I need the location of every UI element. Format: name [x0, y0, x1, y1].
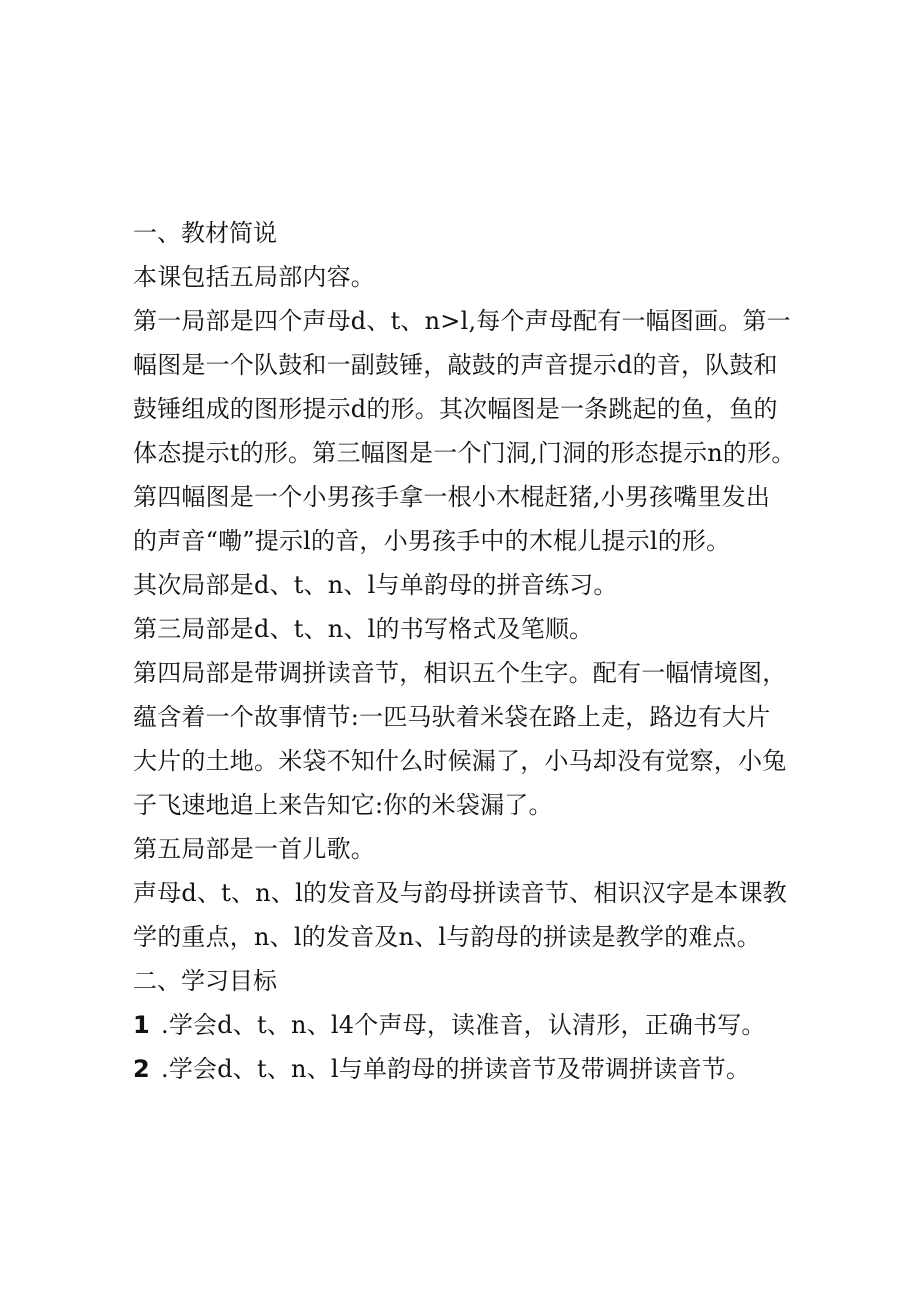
paragraph-line: 蕴含着一个故事情节:一匹马驮着米袋在路上走，路边有大片: [133, 703, 771, 731]
paragraph-part-three: 第三局部是d、t、n、l的书写格式及笔顺。: [133, 615, 594, 643]
paragraph-line: 幅图是一个队鼓和一副鼓锤，敲鼓的声音提示d的音，队鼓和: [133, 351, 778, 379]
paragraph-line: 鼓锤组成的图形提示d的形。其次幅图是一条跳起的鱼，鱼的: [133, 395, 778, 423]
goal-item: [133, 1047, 795, 1091]
paragraph-part-five: 第五局部是一首儿歌。: [133, 835, 375, 863]
section-2-title: 二、学习目标: [133, 967, 277, 995]
paragraph-line: 学的重点，n、l的发音及n、l与韵母的拼读是教学的难点。: [133, 923, 761, 951]
paragraph-part-two: 其次局部是d、t、n、l与单韵母的拼音练习。: [133, 571, 618, 599]
goal-number: 1: [133, 1011, 150, 1039]
document-page: [133, 211, 795, 1091]
paragraph-intro: 本课包括五局部内容。: [133, 263, 375, 291]
paragraph-line: 的声音“嘞”提示l的音，小男孩手中的木棍儿提示l的形。: [133, 527, 731, 555]
paragraph-line: 第四幅图是一个小男孩手拿一根小木棍赶猪,小男孩嘴里发出: [133, 483, 771, 511]
paragraph-part-one: [133, 299, 795, 563]
paragraph-line: 子飞速地追上来告知它:你的米袋漏了。: [133, 791, 553, 819]
paragraph-line: 第一局部是四个声母d、t、n>l,每个声母配有一幅图画。第一: [133, 307, 791, 335]
paragraph-focus: [133, 871, 795, 959]
goal-item: [133, 1003, 795, 1047]
paragraph-line: 大片的土地。米袋不知什么时候漏了，小马却没有觉察，小兔: [133, 747, 787, 775]
goal-text: .学会d、t、n、l与单韵母的拼读音节及带调拼读音节。: [161, 1055, 751, 1083]
paragraph-line: 声母d、t、n、l的发音及与韵母拼读音节、相识汉字是本课教: [133, 879, 787, 907]
section-1-title: 一、教材简说: [133, 219, 277, 247]
goal-text: .学会d、t、n、l4个声母，读准音，认清形，正确书写。: [161, 1011, 766, 1039]
paragraph-part-four: [133, 651, 795, 827]
paragraph-line: 第四局部是带调拼读音节，相识五个生字。配有一幅情境图，: [133, 659, 787, 687]
paragraph-line: 体态提示t的形。第三幅图是一个门洞,门洞的形态提示n的形。: [133, 439, 796, 467]
goal-number: 2: [133, 1055, 150, 1083]
